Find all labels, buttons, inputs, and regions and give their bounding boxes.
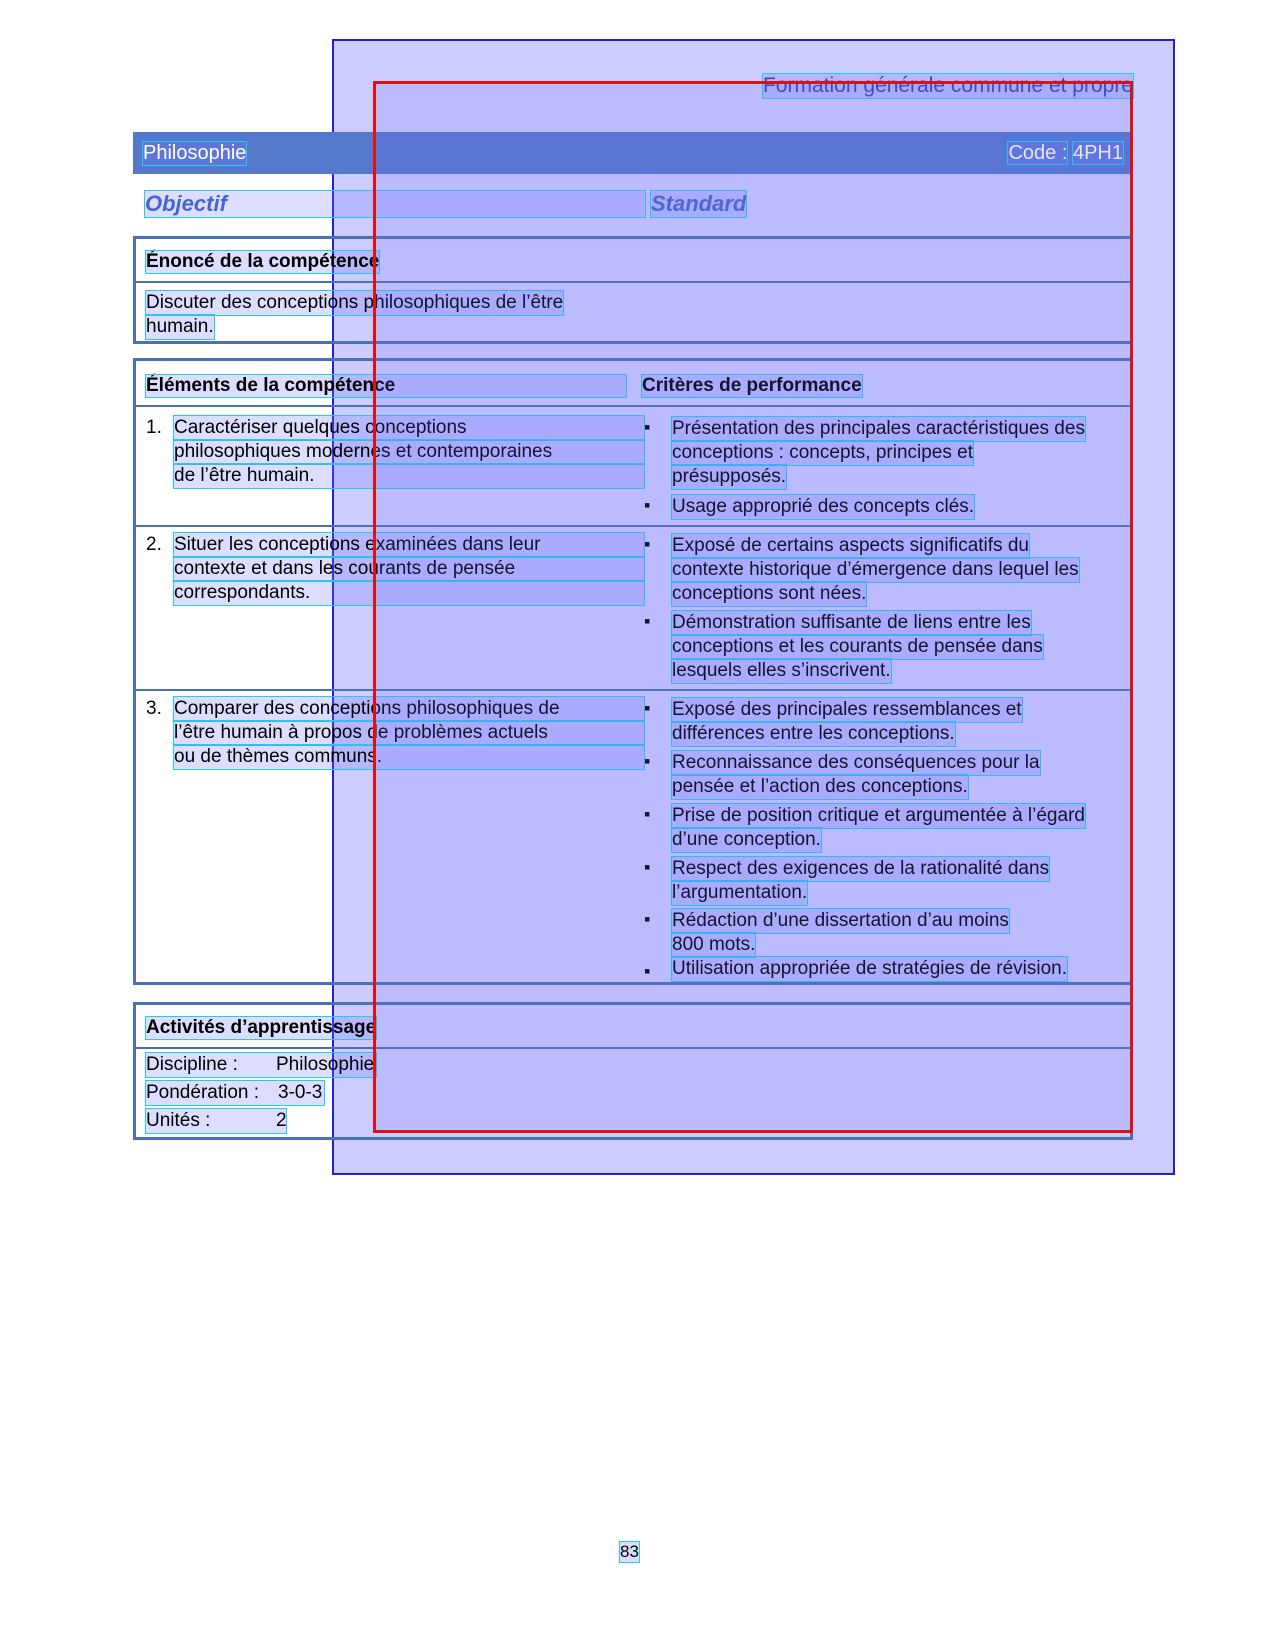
element-line: l’être humain à propos de problèmes actuels: [174, 721, 644, 745]
element-line: correspondants.: [174, 581, 644, 605]
criterion-line: Reconnaissance des conséquences pour la: [672, 752, 1040, 773]
discipline-row: [146, 1053, 376, 1077]
bullet-icon: ▪: [644, 534, 651, 554]
element-line: contexte et dans les courants de pensée: [174, 557, 644, 581]
annotation-overlay-red: [373, 81, 1133, 1133]
criterion-line: Présentation des principales caractéristiques des: [672, 418, 1085, 439]
criterion-line: présupposés.: [672, 466, 787, 487]
criterion-line: Prise de position critique et argumentée à l’égard: [672, 805, 1085, 826]
criterion-line: Démonstration suffisante de liens entre les: [672, 612, 1031, 633]
subject-title: Philosophie: [143, 142, 247, 164]
ponderation-value: 3-0-3: [278, 1082, 323, 1103]
criterion-line: d’une conception.: [672, 829, 821, 850]
criterion-line: 800 mots.: [672, 934, 756, 955]
ponderation-label: Pondération :: [146, 1082, 260, 1103]
bullet-icon: ▪: [644, 417, 651, 437]
unites-label: Unités :: [146, 1110, 211, 1131]
criterion-line: conceptions et les courants de pensée dans: [672, 636, 1043, 657]
enonce-line-1: Discuter des conceptions philosophiques de l’être: [146, 292, 564, 313]
element-line: Situer les conceptions examinées dans leur: [174, 533, 644, 557]
discipline-label: Discipline :: [146, 1054, 238, 1075]
bullet-icon: ▪: [644, 495, 651, 515]
element-number: 1.: [146, 417, 162, 438]
element-number: 3.: [146, 698, 162, 719]
criterion-line: Utilisation appropriée de stratégies de révision.: [672, 958, 1067, 979]
discipline-value: Philosophie: [276, 1054, 375, 1075]
bullet-icon: ▪: [644, 611, 651, 631]
element-line: de l’être humain.: [174, 464, 644, 488]
criterion-line: l’argumentation.: [672, 882, 808, 903]
enonce-line-2: humain.: [146, 316, 214, 337]
criterion-line: Usage approprié des concepts clés.: [672, 496, 975, 517]
bullet-icon: ▪: [644, 751, 651, 771]
bullet-icon: ▪: [644, 857, 651, 877]
bullet-icon: ▪: [644, 804, 651, 824]
elements-title: Éléments de la compétence: [146, 375, 626, 397]
criterion-line: conceptions sont nées.: [672, 583, 867, 604]
activites-title: Activités d’apprentissage: [146, 1017, 377, 1038]
unites-value: 2: [276, 1110, 287, 1131]
ponderation-row: [146, 1081, 324, 1105]
criterion-line: Exposé de certains aspects significatifs du: [672, 535, 1029, 556]
criterion-line: contexte historique d’émergence dans lequel les: [672, 559, 1079, 580]
standard-label: Standard: [651, 191, 747, 216]
element-number: 2.: [146, 534, 162, 555]
criterion-line: Exposé des principales ressemblances et: [672, 699, 1022, 720]
element-line: philosophiques modernes et contemporaines: [174, 440, 644, 464]
element-line: Caractériser quelques conceptions: [174, 416, 644, 440]
unites-row: [146, 1109, 286, 1133]
bullet-icon: ▪: [644, 698, 651, 718]
criterion-line: lesquels elles s’inscrivent.: [672, 660, 891, 681]
program-header: Formation générale commune et propre: [762, 74, 1133, 97]
criterion-line: Respect des exigences de la rationalité dans: [672, 858, 1050, 879]
criterion-line: différences entre les conceptions.: [672, 723, 955, 744]
code-label: Code :: [1008, 142, 1068, 164]
element-line: ou de thèmes communs.: [174, 745, 644, 769]
criterion-line: Rédaction d’une dissertation d’au moins: [672, 910, 1009, 931]
element-line: Comparer des conceptions philosophiques de: [174, 697, 644, 721]
enonce-title: Énoncé de la compétence: [146, 251, 380, 272]
criterion-line: pensée et l’action des conceptions.: [672, 776, 968, 797]
code-value: 4PH1: [1072, 142, 1123, 164]
criterion-line: conceptions : concepts, principes et: [672, 442, 974, 463]
criteres-title: Critères de performance: [642, 375, 862, 396]
bullet-icon: ▪: [644, 961, 651, 981]
page-number: 83: [620, 1542, 639, 1561]
objectif-label: Objectif: [145, 191, 645, 217]
bullet-icon: ▪: [644, 909, 651, 929]
